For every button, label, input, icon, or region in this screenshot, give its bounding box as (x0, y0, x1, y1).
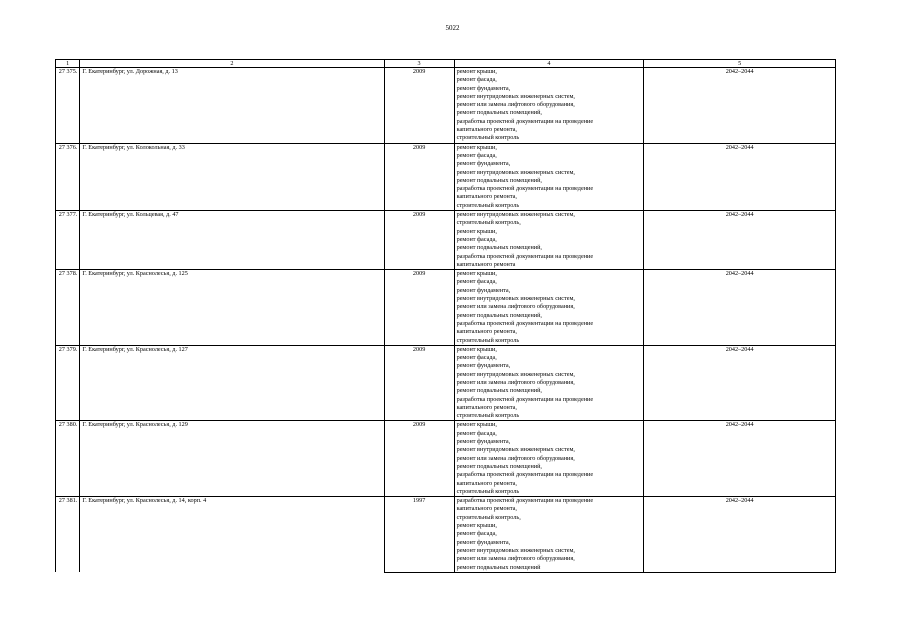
work-item: строительный контроль (456, 134, 520, 142)
column-header-1: 1 (56, 60, 80, 68)
page-number: 5022 (445, 24, 460, 32)
work-item: ремонт фундамента, (456, 84, 511, 92)
table-row (56, 497, 836, 573)
work-item: ремонт или замена лифтового оборудования, (456, 303, 575, 311)
address-cell: Г. Екатеринбург, ул. Дорожная, д. 13 (80, 68, 384, 144)
period-cell: 2042–2044 (644, 270, 836, 346)
work-item: капитального ремонта, (456, 328, 517, 336)
works-cell (454, 345, 644, 421)
year-cell: 2009 (384, 211, 454, 270)
work-item: ремонт внутридомовых инженерных систем, (456, 370, 575, 378)
work-item: капитального ремонта (456, 260, 516, 268)
work-item: ремонт подвальных помещений (456, 563, 541, 571)
table-row (56, 68, 836, 144)
work-item: ремонт фасада, (456, 429, 497, 437)
work-item: ремонт фундамента, (456, 438, 511, 446)
work-item: капитального ремонта, (456, 403, 517, 411)
row-number: 27 375. (56, 68, 80, 144)
table-row (56, 143, 836, 210)
works-cell (454, 68, 644, 144)
address-cell: Г. Екатеринбург, ул. Краснолесья, д. 127 (80, 345, 384, 421)
year-cell: 2009 (384, 68, 454, 144)
work-item: ремонт крыши, (456, 143, 497, 151)
work-item: капитального ремонта, (456, 505, 517, 513)
column-header-2: 2 (80, 60, 384, 68)
work-item: разработка проектной документации на проведение (456, 319, 594, 327)
column-header-4: 4 (454, 60, 644, 68)
work-item: ремонт внутридомовых инженерных систем, (456, 446, 575, 454)
row-number: 27 381. (56, 497, 80, 573)
works-cell (454, 497, 644, 573)
work-item: разработка проектной документации на проведение (456, 471, 594, 479)
work-item: ремонт или замена лифтового оборудования, (456, 555, 575, 563)
column-header-3: 3 (384, 60, 454, 68)
year-cell: 2009 (384, 421, 454, 497)
period-cell: 2042–2044 (644, 497, 836, 573)
work-item: ремонт подвальных помещений, (456, 244, 542, 252)
year-cell: 2009 (384, 345, 454, 421)
table-row (56, 211, 836, 270)
table-row (56, 345, 836, 421)
work-item: капитального ремонта, (456, 193, 517, 201)
work-item: строительный контроль (456, 201, 520, 209)
work-item: ремонт или замена лифтового оборудования, (456, 454, 575, 462)
work-item: разработка проектной документации на проведение (456, 117, 594, 125)
work-item: строительный контроль (456, 487, 520, 495)
period-cell: 2042–2044 (644, 68, 836, 144)
work-item: разработка проектной документации на проведение (456, 497, 594, 505)
work-item: ремонт внутридомовых инженерных систем, (456, 92, 575, 100)
row-number: 27 378. (56, 270, 80, 346)
year-cell: 2009 (384, 143, 454, 210)
capital-repair-table (55, 59, 836, 573)
column-header-5: 5 (644, 60, 836, 68)
address-cell: Г. Екатеринбург, ул. Краснолесья, д. 125 (80, 270, 384, 346)
work-item: строительный контроль (456, 412, 520, 420)
work-item: ремонт крыши, (456, 68, 497, 75)
row-number: 27 377. (56, 211, 80, 270)
address-cell: Г. Екатеринбург, ул. Краснолесья, д. 14, корп. 4 (80, 497, 384, 573)
work-item: ремонт фасада, (456, 235, 497, 243)
work-item: ремонт или замена лифтового оборудования, (456, 101, 575, 109)
work-item: ремонт крыши, (456, 522, 497, 530)
year-cell: 1997 (384, 497, 454, 573)
work-item: ремонт фасада, (456, 354, 497, 362)
period-cell: 2042–2044 (644, 143, 836, 210)
work-item: ремонт фасада, (456, 76, 497, 84)
address-cell: Г. Екатеринбург, ул. Кольцевая, д. 47 (80, 211, 384, 270)
row-number: 27 379. (56, 345, 80, 421)
work-item: ремонт фасада, (456, 530, 497, 538)
address-cell: Г. Екатеринбург, ул. Колокольная, д. 33 (80, 143, 384, 210)
work-item: ремонт или замена лифтового оборудования, (456, 378, 575, 386)
work-item: ремонт фундамента, (456, 538, 511, 546)
table-header-row (56, 60, 836, 68)
row-number: 27 376. (56, 143, 80, 210)
period-cell: 2042–2044 (644, 211, 836, 270)
work-item: строительный контроль, (456, 219, 521, 227)
year-cell: 2009 (384, 270, 454, 346)
work-item: ремонт фундамента, (456, 286, 511, 294)
works-cell (454, 143, 644, 210)
work-item: ремонт внутридомовых инженерных систем, (456, 295, 575, 303)
work-item: ремонт крыши, (456, 227, 497, 235)
table-row (56, 421, 836, 497)
work-item: капитального ремонта, (456, 126, 517, 134)
row-number: 27 380. (56, 421, 80, 497)
table-body (56, 68, 836, 573)
work-item: ремонт внутридомовых инженерных систем, (456, 168, 575, 176)
work-item: ремонт подвальных помещений, (456, 311, 542, 319)
period-cell: 2042–2044 (644, 345, 836, 421)
work-item: ремонт фасада, (456, 151, 497, 159)
works-cell (454, 421, 644, 497)
work-item: ремонт подвальных помещений, (456, 462, 542, 470)
work-item: ремонт подвальных помещений, (456, 176, 542, 184)
work-item: ремонт фундамента, (456, 160, 511, 168)
work-item: ремонт внутридомовых инженерных систем, (456, 546, 575, 554)
work-item: разработка проектной документации на проведение (456, 395, 594, 403)
works-cell (454, 270, 644, 346)
work-item: строительный контроль (456, 336, 520, 344)
works-cell (454, 211, 644, 270)
work-item: разработка проектной документации на проведение (456, 185, 594, 193)
work-item: ремонт крыши, (456, 270, 497, 278)
work-item: ремонт крыши, (456, 345, 497, 353)
work-item: разработка проектной документации на проведение (456, 252, 594, 260)
address-cell: Г. Екатеринбург, ул. Краснолесья, д. 129 (80, 421, 384, 497)
work-item: ремонт внутридомовых инженерных систем, (456, 211, 575, 219)
work-item: ремонт подвальных помещений, (456, 109, 542, 117)
work-item: ремонт подвальных помещений, (456, 387, 542, 395)
table-row (56, 270, 836, 346)
period-cell: 2042–2044 (644, 421, 836, 497)
work-item: ремонт фундамента, (456, 362, 511, 370)
work-item: ремонт фасада, (456, 278, 497, 286)
work-item: ремонт крыши, (456, 421, 497, 429)
work-item: строительный контроль, (456, 513, 521, 521)
work-item: капитального ремонта, (456, 479, 517, 487)
